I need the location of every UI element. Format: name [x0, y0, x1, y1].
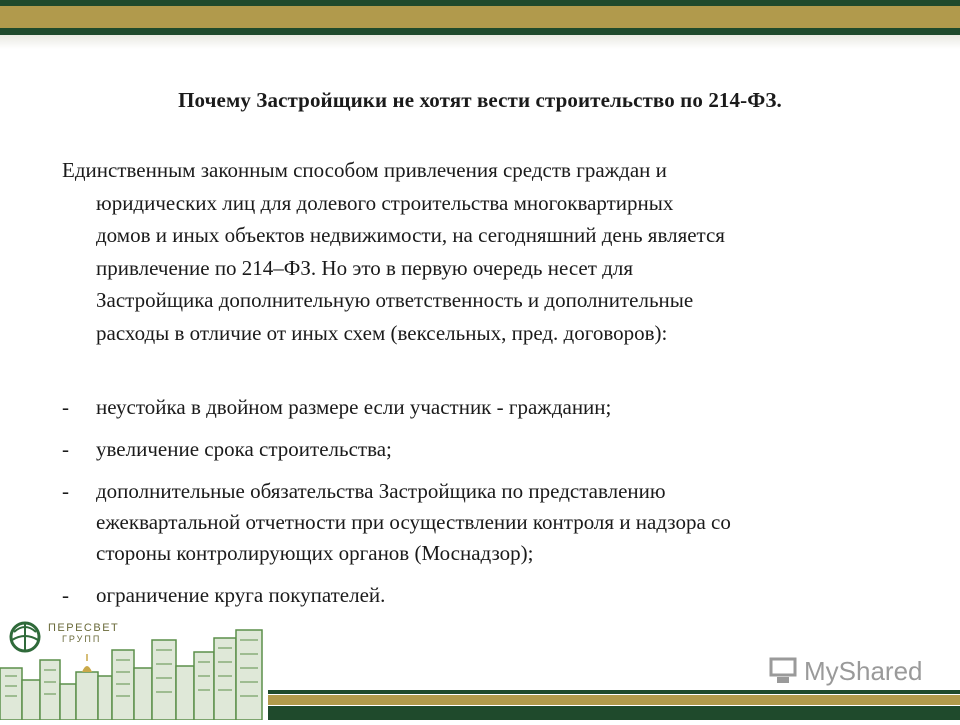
logo-line-1: ПЕРЕСВЕТ: [48, 622, 120, 634]
logo-line-2: ГРУПП: [62, 634, 102, 644]
paragraph-line: домов и иных объектов недвижимости, на сегодняшний день является: [96, 223, 725, 247]
bullet-marker: -: [62, 479, 69, 503]
paragraph-line: Единственным законным способом привлечения средств граждан и: [62, 158, 667, 182]
list-item: [62, 434, 922, 465]
list-item: [62, 476, 922, 569]
company-logo: [0, 610, 270, 720]
top-gold-stripe: [0, 6, 960, 28]
list-item: [62, 580, 922, 611]
top-decorative-bar: [0, 0, 960, 44]
bottom-green-stripe-lower: [268, 706, 960, 720]
bullet-marker: -: [62, 437, 69, 461]
bullet-text: стороны контролирующих органов (Моснадзор);: [96, 541, 534, 565]
city-skyline-icon: [0, 610, 270, 720]
presentation-icon: [768, 656, 798, 686]
paragraph-line: расходы в отличие от иных схем (вексельных, пред. договоров):: [96, 320, 668, 345]
paragraph-line: юридических лиц для долевого строительства многоквартирных: [96, 190, 674, 215]
slide-title: Почему Застройщики не хотят вести строительство по 214-ФЗ.: [178, 88, 782, 112]
bullet-text: ограничение круга покупателей.: [96, 583, 386, 607]
bottom-green-stripe: [268, 690, 960, 694]
top-green-stripe-lower: [0, 28, 960, 35]
bullet-text: дополнительные обязательства Застройщика по представлению: [96, 479, 666, 503]
top-shadow: [0, 35, 960, 49]
bullet-text: ежеквартальной отчетности при осуществлении контроля и надзора со: [96, 510, 731, 534]
bottom-gold-stripe: [268, 695, 960, 705]
bullet-marker: -: [62, 395, 69, 419]
globe-icon: [11, 623, 39, 651]
bullet-marker: -: [62, 583, 69, 607]
bullet-text: неустойка в двойном размере если участник - гражданин;: [96, 395, 612, 419]
paragraph-line: привлечение по 214–ФЗ. Но это в первую очередь несет для: [96, 255, 633, 280]
bottom-decorative-bar: [268, 690, 960, 720]
list-item: [62, 392, 922, 423]
bullet-list: [62, 392, 922, 622]
paragraph-line: Застройщика дополнительную ответственность и дополнительные: [96, 288, 694, 312]
watermark-text: MyShared: [804, 655, 923, 686]
main-paragraph: [62, 154, 922, 349]
bullet-text: увеличение срока строительства;: [96, 437, 392, 461]
myshared-watermark: [768, 655, 923, 687]
logo-text: [48, 622, 119, 644]
